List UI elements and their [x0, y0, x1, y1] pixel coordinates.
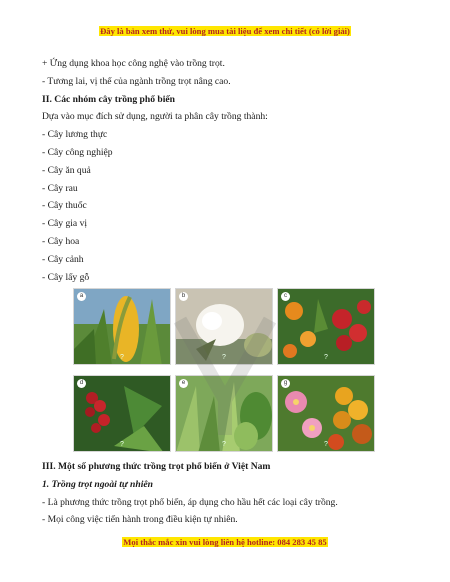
preview-banner-text: Đây là bản xem thử, vui lòng mua tài liệu để xem chi tiết (có lời giải) — [100, 26, 350, 36]
text-line: - Tương lai, vị thế của ngành trồng trọt nâng cao. — [42, 75, 231, 87]
document-body — [42, 55, 402, 286]
list-item: - Cây hoa — [42, 235, 80, 247]
hotline-banner-text: Mọi thắc mắc xin vui lòng liên hệ hotline: 084 283 45 85 — [123, 537, 327, 547]
preview-banner — [0, 26, 450, 36]
list-item: - Cây lấy gỗ — [42, 271, 90, 283]
text-line: - Mọi công việc tiến hành trong điều kiện tự nhiên. — [42, 514, 238, 526]
fruit-photo — [277, 288, 375, 365]
photo-caption: ? — [324, 441, 328, 448]
section-three — [42, 458, 402, 529]
crop-photo-grid — [73, 288, 375, 452]
herb-plant-photo — [175, 375, 273, 452]
photo-caption: ? — [222, 354, 226, 361]
text-line: + Ứng dụng khoa học công nghệ vào trồng trọt. — [42, 58, 225, 69]
section-heading: III. Một số phương thức trồng trọt phổ biến ở Việt Nam — [42, 461, 271, 472]
hotline-banner — [0, 537, 450, 547]
corn-photo — [73, 288, 171, 365]
photo-tag: e — [179, 379, 188, 388]
cotton-photo — [175, 288, 273, 365]
photo-tag: b — [179, 292, 188, 301]
text-line: Dựa vào mục đích sử dụng, người ta phân cây trồng thành: — [42, 111, 268, 123]
list-item: - Cây gia vị — [42, 218, 88, 230]
list-item: - Cây lương thực — [42, 129, 108, 141]
list-item: - Cây công nghiệp — [42, 146, 113, 158]
photo-caption: ? — [120, 354, 124, 361]
subsection-heading: 1. Trồng trọt ngoài tự nhiên — [42, 478, 153, 490]
photo-tag: g — [281, 379, 290, 388]
list-item: - Cây cảnh — [42, 253, 84, 265]
photo-tag: a — [77, 292, 86, 301]
list-item: - Cây ăn quả — [42, 164, 91, 176]
berry-plant-photo — [73, 375, 171, 452]
list-item: - Cây thuốc — [42, 200, 87, 212]
photo-tag: d — [77, 379, 86, 388]
flower-photo — [277, 375, 375, 452]
photo-caption: ? — [120, 441, 124, 448]
text-line: - Là phương thức trồng trọt phổ biến, áp dụng cho hầu hết các loại cây trồng. — [42, 496, 338, 508]
photo-caption: ? — [324, 354, 328, 361]
section-heading: II. Các nhóm cây trồng phổ biến — [42, 93, 175, 105]
photo-tag: c — [281, 292, 290, 301]
photo-caption: ? — [222, 441, 226, 448]
list-item: - Cây rau — [42, 182, 78, 194]
